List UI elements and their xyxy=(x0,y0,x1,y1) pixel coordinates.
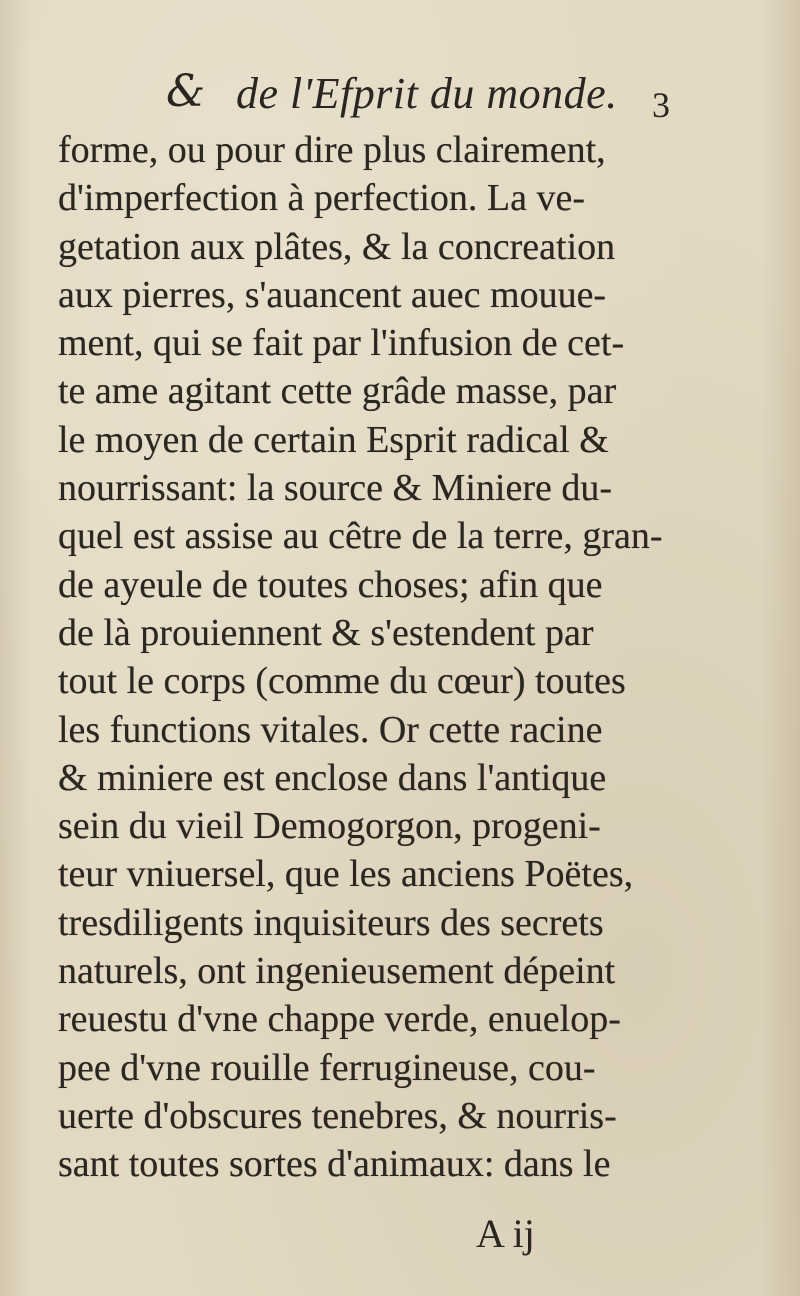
text-line: nourrissant: la source & Miniere du- xyxy=(58,467,613,510)
text-line: pee d'vne rouille ferrugineuse, cou- xyxy=(58,1046,596,1089)
text-line: getation aux plâtes, & la concreation xyxy=(58,225,616,268)
text-line: quel est assise au cêtre de la terre, gran- xyxy=(58,515,663,558)
text-line: de là prouiennent & s'estendent par xyxy=(58,611,594,654)
text-line: aux pierres, s'auancent auec mouue- xyxy=(58,273,607,316)
page-header xyxy=(0,60,800,130)
text-line: & miniere est enclose dans l'antique xyxy=(58,756,607,799)
text-line: sein du vieil Demogorgon, progeni- xyxy=(58,805,601,848)
text-line: d'imperfection à perfection. La ve- xyxy=(58,177,585,220)
text-line: forme, ou pour dire plus clairement, xyxy=(58,129,606,171)
text-line: tresdiligents inquisiteurs des secrets xyxy=(58,901,604,944)
text-line: tout le corps (comme du cœur) toutes xyxy=(58,660,626,703)
text-line: de ayeule de toutes choses; afin que xyxy=(58,563,603,606)
body-text xyxy=(58,126,698,1189)
text-line: reuestu d'vne chappe verde, enuelop- xyxy=(58,998,621,1041)
text-line: sant toutes sortes d'animaux: dans le xyxy=(58,1143,611,1186)
ornament-glyph: & xyxy=(166,66,206,117)
text-line: ment, qui se fait par l'infusion de cet- xyxy=(58,322,625,365)
text-line: le moyen de certain Esprit radical & xyxy=(58,418,609,461)
text-line: naturels, ont ingenieusement dépeint xyxy=(58,950,616,993)
text-line: uerte d'obscures tenebres, & nourris- xyxy=(58,1094,617,1137)
text-line: te ame agitant cette grâde masse, par xyxy=(58,370,617,413)
running-title: de l'Efprit du monde. xyxy=(236,69,618,118)
text-line: les functions vitales. Or cette racine xyxy=(58,708,603,751)
text-line: teur vniuersel, que les anciens Poëtes, xyxy=(58,853,634,896)
signature-mark: A ij xyxy=(476,1211,535,1256)
page-number: 3 xyxy=(652,85,670,125)
